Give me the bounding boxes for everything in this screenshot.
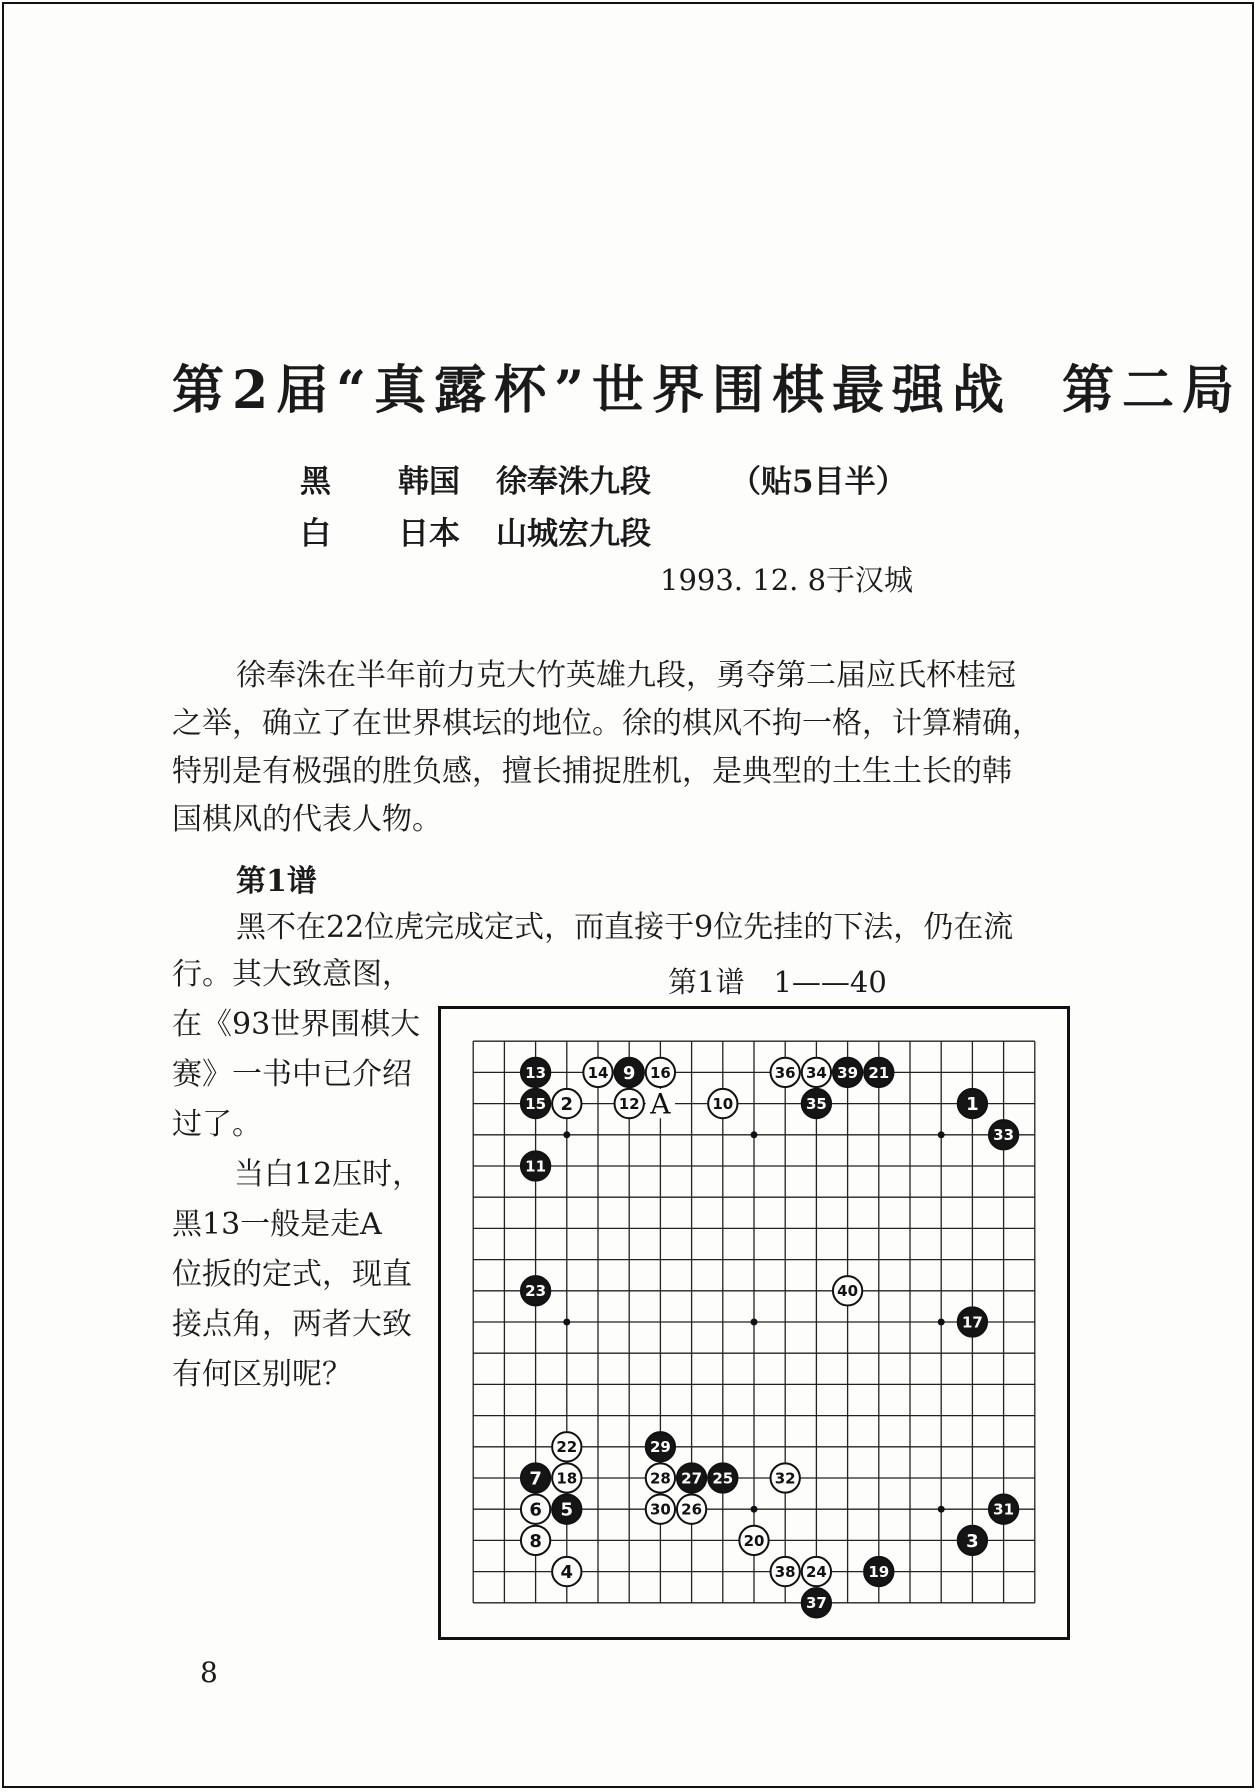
intro-line: 之举，确立了在世界棋坛的地位。徐的棋风不拘一格，计算精确， xyxy=(172,706,1042,741)
player-country: 韩国 xyxy=(398,464,460,500)
move-number: 1 xyxy=(966,1094,979,1116)
page-number: 8 xyxy=(200,1656,218,1689)
move-number: 19 xyxy=(868,1563,890,1581)
commentary-line: 赛》一书中已介绍 xyxy=(172,1057,412,1092)
commentary-line: 黑13一般是走A xyxy=(172,1207,382,1242)
go-board-diagram xyxy=(438,1006,1070,1640)
move-number: 6 xyxy=(529,1499,542,1521)
move-number: 40 xyxy=(837,1282,859,1301)
move-number: 14 xyxy=(587,1063,609,1082)
board-marker-label: A xyxy=(650,1087,671,1121)
move-number: 39 xyxy=(837,1063,859,1082)
star-point xyxy=(938,1131,945,1138)
intro-line: 徐奉洙在半年前力克大竹英雄九段，勇夺第二届应氏杯桂冠 xyxy=(236,658,1016,693)
move-number: 20 xyxy=(743,1531,765,1550)
move-number: 23 xyxy=(525,1282,547,1301)
player-name: 徐奉洙九段 xyxy=(496,464,651,500)
title-main: 第2届“真露杯”世界围棋最强战 xyxy=(172,360,1013,421)
move-number: 35 xyxy=(805,1095,827,1113)
move-number: 31 xyxy=(993,1500,1015,1519)
page-title xyxy=(172,348,1243,423)
commentary-line: 在《93世界围棋大 xyxy=(172,1007,421,1042)
player-white-row xyxy=(300,508,730,553)
move-number: 16 xyxy=(649,1063,671,1082)
star-point xyxy=(751,1131,758,1138)
move-number: 11 xyxy=(525,1157,547,1176)
player-name: 山城宏九段 xyxy=(496,516,651,552)
move-number: 36 xyxy=(774,1063,796,1082)
move-number: 4 xyxy=(560,1562,574,1584)
move-number: 3 xyxy=(966,1530,979,1552)
player-black-row xyxy=(300,456,907,501)
move-number: 27 xyxy=(681,1469,703,1488)
move-number: 28 xyxy=(649,1469,671,1488)
move-number: 30 xyxy=(649,1500,671,1519)
commentary-line: 接点角，两者大致 xyxy=(172,1307,412,1342)
intro-line: 特别是有极强的胜负感，擅长捕捉胜机，是典型的土生土长的韩 xyxy=(172,754,1012,789)
move-number: 8 xyxy=(529,1530,542,1552)
section-heading: 第1谱 xyxy=(236,864,317,899)
star-point xyxy=(563,1319,570,1326)
star-point xyxy=(938,1506,945,1513)
player-color: 白 xyxy=(300,516,331,552)
commentary-line: 位扳的定式，现直 xyxy=(172,1257,412,1292)
move-number: 29 xyxy=(649,1438,671,1457)
move-number: 32 xyxy=(774,1469,796,1488)
commentary-line: 当白12压时， xyxy=(234,1157,423,1192)
section-text-line: 黑不在22位虎完成定式，而直接于9位先挂的下法，仍在流 xyxy=(236,910,1014,945)
move-number: 26 xyxy=(681,1500,703,1519)
star-point xyxy=(563,1131,570,1138)
intro-line: 国棋风的代表人物。 xyxy=(172,802,442,837)
commentary-line: 有何区别呢？ xyxy=(172,1357,352,1392)
move-number: 22 xyxy=(556,1438,578,1457)
move-number: 15 xyxy=(525,1095,547,1113)
move-number: 12 xyxy=(618,1095,640,1113)
move-number: 5 xyxy=(560,1499,574,1521)
move-number: 34 xyxy=(805,1063,827,1082)
player-color: 黑 xyxy=(300,464,331,500)
move-number: 9 xyxy=(622,1062,636,1084)
star-point xyxy=(751,1506,758,1513)
star-point xyxy=(938,1319,945,1326)
title-game: 第二局 xyxy=(1062,360,1243,421)
star-point xyxy=(751,1319,758,1326)
intro-paragraph xyxy=(172,652,1084,844)
figure-caption: 第1谱 1——40 xyxy=(668,965,887,999)
move-number: 2 xyxy=(560,1094,574,1116)
player-country: 日本 xyxy=(398,516,460,552)
move-number: 18 xyxy=(556,1469,578,1488)
move-number: 7 xyxy=(529,1468,542,1490)
move-number: 10 xyxy=(712,1095,734,1113)
move-number: 13 xyxy=(525,1063,547,1082)
move-number: 37 xyxy=(805,1594,827,1613)
commentary-line: 过了。 xyxy=(172,1107,262,1142)
move-number: 33 xyxy=(993,1126,1015,1145)
commentary-column xyxy=(172,950,440,1400)
komi-note: （贴5目半） xyxy=(730,464,907,500)
game-date: 1993. 12. 8于汉城 xyxy=(660,563,914,597)
move-number: 38 xyxy=(774,1563,796,1581)
move-number: 24 xyxy=(805,1563,827,1581)
move-number: 25 xyxy=(712,1469,734,1488)
move-number: 21 xyxy=(868,1063,890,1082)
move-number: 17 xyxy=(961,1313,983,1332)
commentary-line: 行。其大致意图， xyxy=(172,957,412,992)
